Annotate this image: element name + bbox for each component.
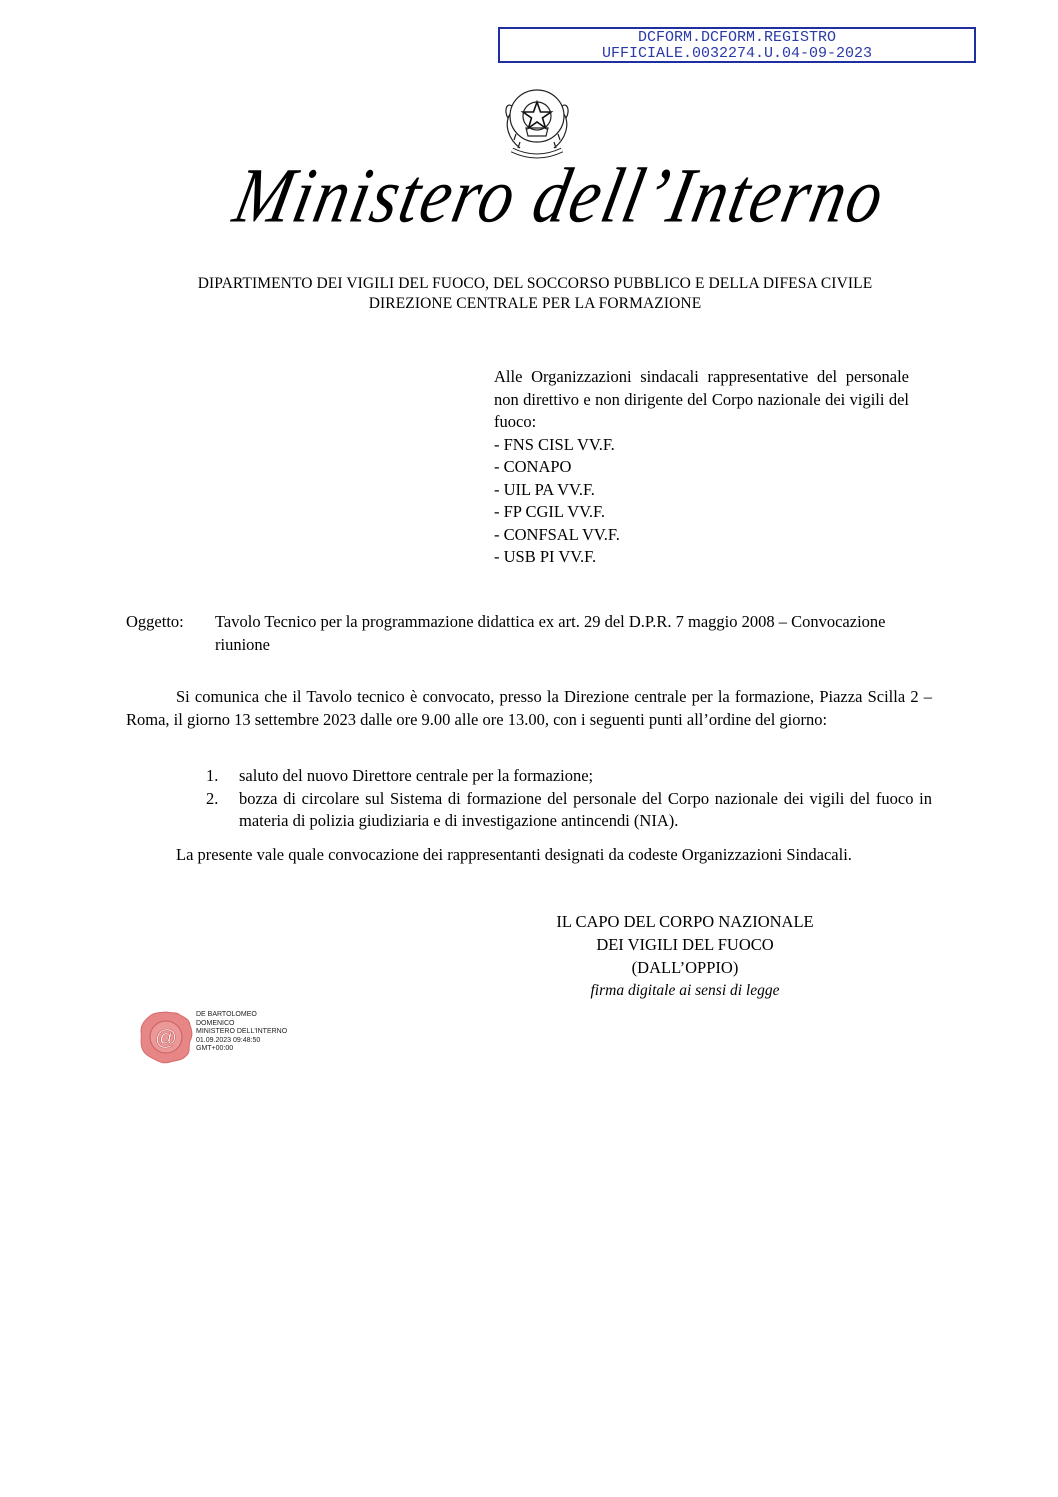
seal-timestamp: 01.09.2023 09:48:50 <box>196 1036 261 1044</box>
protocol-line-1: DCFORM.DCFORM.REGISTRO <box>637 29 837 46</box>
signatory-title-2: DEI VIGILI DEL FUOCO <box>596 935 774 954</box>
seal-organization: MINISTERO DELL'INTERNO <box>196 1028 288 1036</box>
agenda-list <box>206 765 932 833</box>
digital-signature-note: firma digitale ai sensi di legge <box>590 982 780 999</box>
digital-seal-icon <box>139 1010 193 1064</box>
addressee-item: - FNS CISL VV.F. <box>494 434 615 454</box>
signatory-title-1: IL CAPO DEL CORPO NAZIONALE <box>556 912 814 931</box>
department-name: DIPARTIMENTO DEI VIGILI DEL FUOCO, DEL SOCCORSO PUBBLICO E DELLA DIFESA CIVILE <box>197 275 873 292</box>
subject-label: Oggetto: <box>126 612 184 631</box>
convocation-text: Si comunica che il Tavolo tecnico è convocato, presso la Direzione centrale per la formazione, Piazza Scilla 2 – Roma, il giorno 13 settembre 2023 dalle ore 9.00 alle ore 13.00, con i seguenti punti all’ordine del giorno: <box>126 687 932 729</box>
addressee-item: - USB PI VV.F. <box>494 547 597 566</box>
ministry-wordmark <box>200 148 920 243</box>
agenda-number: 1. <box>206 766 219 785</box>
protocol-line-2: UFFICIALE.0032274.U.04-09-2023 <box>601 45 873 62</box>
protocol-stamp <box>498 27 976 63</box>
signature-block <box>500 910 870 1002</box>
addressees-block <box>494 366 909 569</box>
addressees-list <box>494 434 909 569</box>
subject-block <box>126 611 936 656</box>
digital-seal-details <box>196 1011 316 1054</box>
seal-signer-surname: DE BARTOLOMEO <box>196 1011 257 1018</box>
agenda-item <box>206 765 932 788</box>
addressee-item: - CONAPO <box>494 457 572 476</box>
body-paragraph-1 <box>126 686 932 731</box>
addressee-item: - FP CGIL VV.F. <box>494 502 606 521</box>
seal-timezone: GMT+00:00 <box>196 1045 234 1053</box>
signatory-name: (DALL’OPPIO) <box>631 958 739 977</box>
agenda-text: saluto del nuovo Direttore centrale per la formazione; <box>239 766 594 785</box>
svg-text:@: @ <box>154 1025 178 1050</box>
direction-name: DIREZIONE CENTRALE PER LA FORMAZIONE <box>368 295 702 312</box>
addressee-item: - CONFSAL VV.F. <box>494 524 620 544</box>
addressees-intro: Alle Organizzazioni sindacali rappresentative del personale non direttivo e non dirigente del Corpo nazionale dei vigili del fuoco: <box>494 367 909 431</box>
addressee-item: - UIL PA VV.F. <box>494 479 595 499</box>
agenda-item <box>206 788 932 833</box>
agenda-text: bozza di circolare sul Sistema di formazione del personale del Corpo nazionale dei vigili del fuoco in materia di polizia giudiziaria e di investigazione antincendi (NIA). <box>239 788 932 830</box>
agenda-number: 2. <box>206 788 219 808</box>
department-heading <box>100 274 970 314</box>
ministry-name: Ministero dell’Interno <box>226 151 894 239</box>
body-paragraph-2: La presente vale quale convocazione dei rappresentanti designati da codeste Organizzazioni Sindacali. <box>176 845 852 864</box>
seal-signer-name: DOMENICO <box>196 1019 235 1027</box>
subject-text: Tavolo Tecnico per la programmazione didattica ex art. 29 del D.P.R. 7 maggio 2008 – Convocazione riunione <box>215 612 886 654</box>
